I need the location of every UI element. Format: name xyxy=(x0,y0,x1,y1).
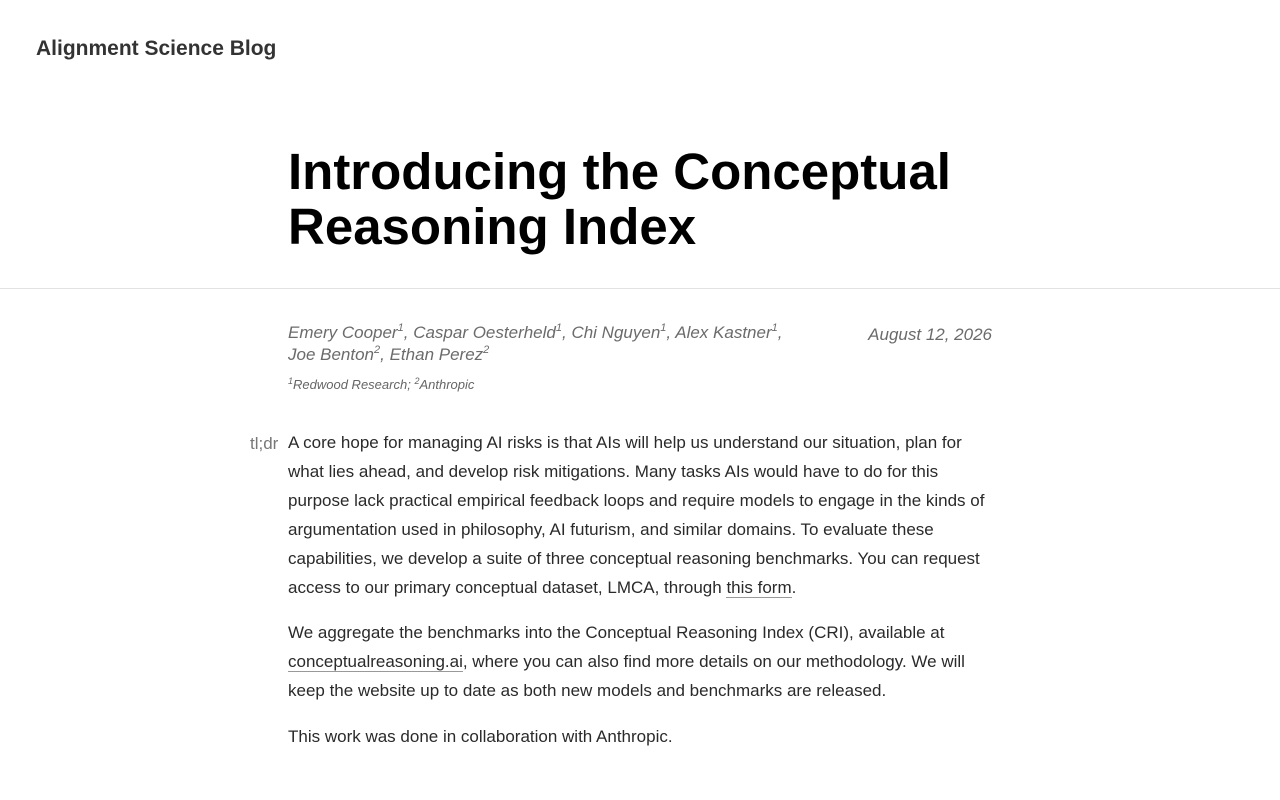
request-form-link[interactable]: this form xyxy=(726,577,792,597)
affiliation-name: Redwood Research xyxy=(293,377,408,392)
paragraph-text: . xyxy=(791,577,797,597)
author-separator: , xyxy=(666,323,676,342)
author-name: Caspar Oesterheld xyxy=(413,323,556,342)
affiliation-list xyxy=(288,376,992,394)
author-separator: , xyxy=(380,345,390,364)
affiliation-separator: ; xyxy=(407,377,415,392)
author-affiliation-marker: 1 xyxy=(771,322,778,334)
author-affiliation-marker: 1 xyxy=(660,322,667,334)
paragraph-text: A core hope for managing AI risks is that AIs will help us understand our situation, plan for what lies ahead, and develop risk mitigations. Many tasks AIs would have to do for this purpose lack practical empirical feedback loops and require models to engage in the kinds of argumentation used in philosophy, AI futurism, and similar domains. To evaluate these capabilities, we develop a suite of three conceptual reasoning benchmarks. You can request access to our primary conceptual dataset, LMCA, through xyxy=(288,433,985,597)
author-affiliation-marker: 1 xyxy=(397,322,404,334)
author-name: Ethan Perez xyxy=(389,345,484,364)
author-affiliation-marker: 1 xyxy=(555,322,562,334)
author-name: Emery Cooper xyxy=(288,323,398,342)
affiliation-name: Anthropic xyxy=(419,377,475,392)
post-title: Introducing the Conceptual Reasoning Index xyxy=(288,143,951,255)
author-affiliation-marker: 2 xyxy=(483,344,490,356)
site-title-link[interactable]: Alignment Science Blog xyxy=(36,37,277,60)
cri-website-link[interactable]: conceptualreasoning.ai xyxy=(288,652,463,672)
author-separator: , xyxy=(562,323,572,342)
affiliation-number: 1 xyxy=(288,376,294,386)
affiliation-number: 2 xyxy=(414,376,420,386)
author-list xyxy=(288,322,808,366)
post-meta xyxy=(288,322,992,394)
tldr-label: tl;dr xyxy=(250,434,279,453)
author-name: Chi Nguyen xyxy=(571,323,661,342)
paragraph-cri xyxy=(288,619,992,706)
post-date: August 12, 2026 xyxy=(868,325,992,344)
header-divider xyxy=(0,288,1280,289)
author-affiliation-marker: 2 xyxy=(374,344,381,356)
paragraph-text: We aggregate the benchmarks into the Conceptual Reasoning Index (CRI), available at xyxy=(288,623,945,643)
paragraph-text: , where you can also find more details on our methodology. We will keep the website up to date as both new models and benchmarks are released. xyxy=(288,652,965,701)
author-name: Joe Benton xyxy=(288,345,375,364)
author-separator: , xyxy=(403,323,414,342)
author-name: Alex Kastner xyxy=(675,323,772,342)
paragraph-tldr xyxy=(288,429,992,602)
paragraph-collaboration xyxy=(288,723,992,752)
author-separator: , xyxy=(777,323,783,342)
post-body xyxy=(288,429,992,769)
paragraph-text: This work was done in collaboration with Anthropic. xyxy=(288,727,673,747)
